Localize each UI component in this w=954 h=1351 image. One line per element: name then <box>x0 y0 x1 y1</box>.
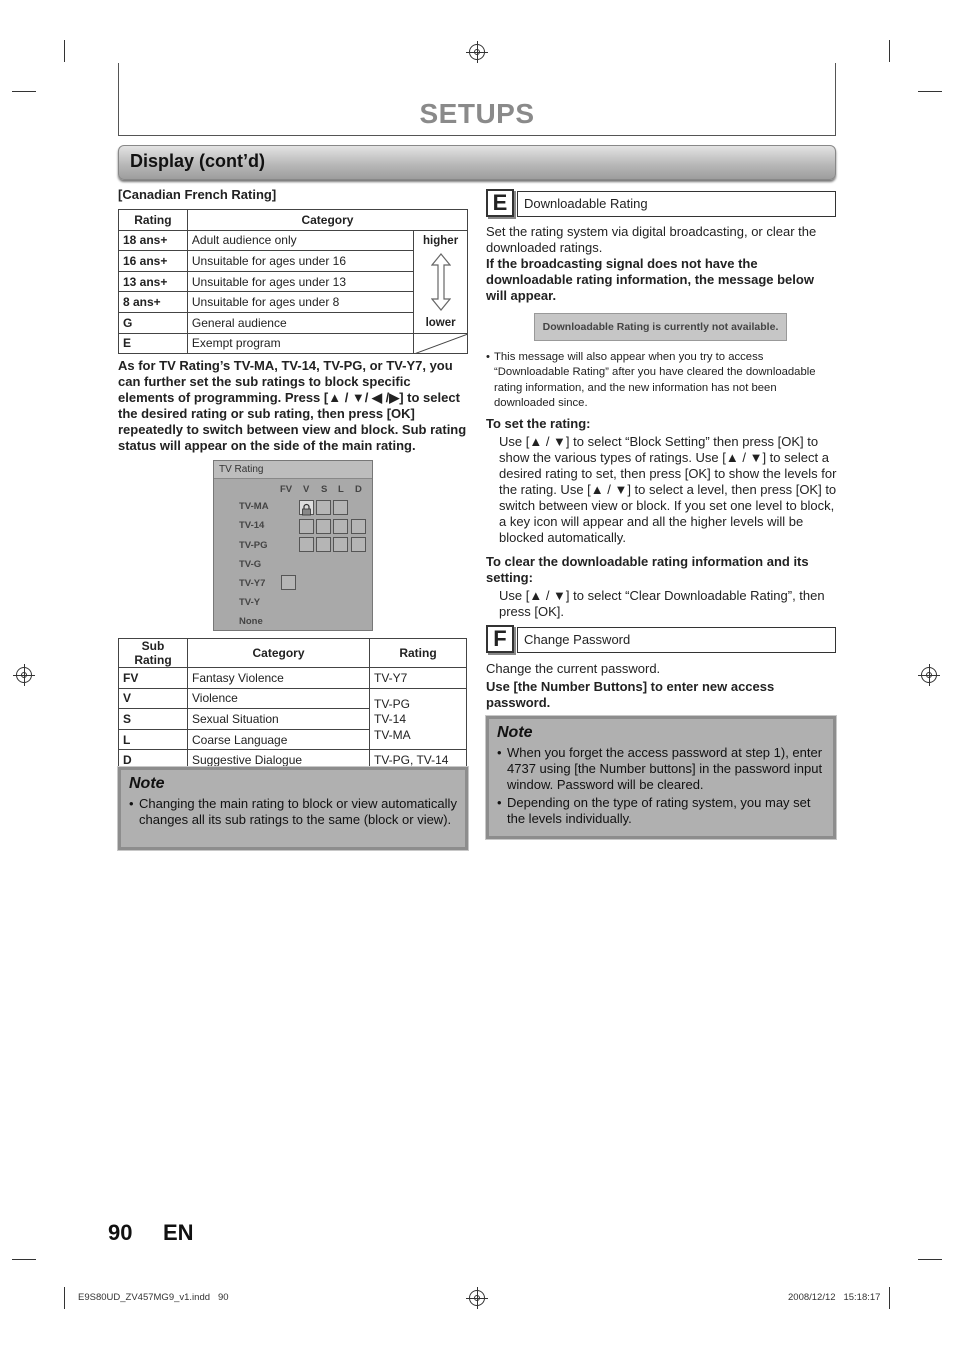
category-cell: Fantasy Violence <box>188 668 370 689</box>
note-title: Note <box>497 724 533 741</box>
section-letter-f: F <box>486 625 514 653</box>
registration-mark-icon <box>469 44 485 60</box>
sub-rating-cell[interactable] <box>351 519 366 534</box>
category-cell: General audience <box>187 312 413 333</box>
scale-cell <box>414 230 468 333</box>
sub-code-cell: V <box>119 688 188 709</box>
sub-rating-cell[interactable] <box>333 519 348 534</box>
rating-option[interactable]: TV-Y7 <box>239 578 266 589</box>
category-cell: Exempt program <box>187 333 413 354</box>
crop-mark <box>889 1287 890 1309</box>
rating-line: TV-PG <box>374 696 411 711</box>
rating-cell: E <box>119 333 188 354</box>
note-list <box>497 745 825 827</box>
rating-cell-merged <box>370 688 467 750</box>
higher-label: higher <box>423 234 459 247</box>
screen-title: TV Rating <box>214 461 372 479</box>
sub-rating-paragraph: As for TV Rating’s TV-MA, TV-14, TV-PG, or TV-Y7, you can further set the sub ratings to block specific elements of programming. Press [▲ / ▼/ ◀ /▶] to select the desired rating or sub rating, then press [OK] repeatedly to switch between view and block. Sub rating status will appear on the side of the main rating. <box>118 358 467 453</box>
double-arrow-icon <box>431 253 451 311</box>
set-rating-text <box>499 434 837 546</box>
language-code: EN <box>163 1220 194 1245</box>
sub-rating-cell[interactable] <box>299 500 314 515</box>
sub-code-cell: S <box>119 709 188 730</box>
rating-line: TV-MA <box>374 727 411 742</box>
note-box <box>118 767 468 850</box>
lower-label: lower <box>425 316 456 329</box>
rating-cell: 8 ans+ <box>119 292 188 313</box>
table-row <box>119 333 468 354</box>
clear-rating-heading: To clear the downloadable rating information and its setting: <box>486 554 809 585</box>
diagonal-cell <box>414 333 468 354</box>
set-rating-text-start: Use [ <box>499 434 530 449</box>
sub-rating-cell[interactable] <box>281 575 296 590</box>
registration-mark-icon <box>469 1290 485 1306</box>
page-number: 90 <box>108 1220 133 1245</box>
section-f-intro: Change the current password. <box>486 661 661 676</box>
sub-code-cell: D <box>119 750 188 771</box>
footer-file: E9S80UD_ZV457MG9_v1.indd 90 <box>78 1292 229 1303</box>
crop-mark <box>64 40 65 62</box>
rating-option[interactable]: TV-14 <box>239 520 265 531</box>
table-row <box>119 230 468 251</box>
crop-mark <box>64 1287 65 1309</box>
sub-rating-cell[interactable] <box>333 537 348 552</box>
sub-rating-cell[interactable] <box>299 537 314 552</box>
section-label-f: Change Password <box>517 627 836 653</box>
set-rating-heading: To set the rating: <box>486 416 591 431</box>
note-title: Note <box>129 775 165 792</box>
sub-code-cell: FV <box>119 668 188 689</box>
category-cell: Unsuitable for ages under 16 <box>187 251 413 272</box>
section-label-e: Downloadable Rating <box>517 191 836 217</box>
page-title: SETUPS <box>419 98 535 129</box>
diagonal-line <box>414 334 468 354</box>
table-row <box>119 688 467 709</box>
note-list <box>129 796 457 828</box>
col-header: Rating <box>370 639 467 668</box>
rating-cell: TV-Y7 <box>370 668 467 689</box>
rating-option[interactable]: None <box>239 616 263 627</box>
registration-mark-icon <box>921 667 937 683</box>
rating-option[interactable]: TV-Y <box>239 597 261 608</box>
category-cell: Unsuitable for ages under 13 <box>187 271 413 292</box>
col-label: V <box>303 484 310 495</box>
crop-mark <box>12 1259 36 1260</box>
tv-rating-screen <box>213 460 373 631</box>
category-cell: Coarse Language <box>188 729 370 750</box>
col-header: Rating <box>119 210 188 231</box>
category-cell: Unsuitable for ages under 8 <box>187 292 413 313</box>
col-label: L <box>338 484 344 495</box>
sub-rating-cell[interactable] <box>316 537 331 552</box>
rating-line: TV-14 <box>374 712 407 727</box>
section-e-bold-intro: If the broadcasting signal does not have the downloadable rating information, the message below will appear. <box>486 256 814 303</box>
col-label: FV <box>280 484 293 495</box>
col-header: Sub Rating <box>119 639 188 668</box>
sub-rating-cell[interactable] <box>299 519 314 534</box>
lock-icon <box>300 503 313 516</box>
sub-rating-cell[interactable] <box>351 537 366 552</box>
clear-rating-text: Use [▲ / ▼] to select “Clear Downloadable Rating”, then press [OK]. <box>499 588 825 619</box>
sub-rating-table <box>118 638 467 771</box>
footer-date: 2008/12/12 15:18:17 <box>788 1292 881 1303</box>
col-header: Category <box>188 639 370 668</box>
crop-mark <box>12 91 36 92</box>
category-cell: Adult audience only <box>187 230 413 251</box>
sub-rating-cell[interactable] <box>333 500 348 515</box>
note-item: • Changing the main rating to block or view automatically changes all its sub ratings to the same (block or view). <box>129 796 457 828</box>
rating-option[interactable]: TV-G <box>239 559 262 570</box>
sub-rating-cell[interactable] <box>316 500 331 515</box>
table-row <box>119 668 467 689</box>
category-cell: Suggestive Dialogue <box>188 750 370 771</box>
rating-option[interactable]: TV-MA <box>239 501 269 512</box>
unavailable-message: Downloadable Rating is currently not available. <box>534 313 787 341</box>
col-label: D <box>355 484 362 495</box>
crop-mark <box>918 91 942 92</box>
rating-cell: 13 ans+ <box>119 271 188 292</box>
rating-cell: 18 ans+ <box>119 230 188 251</box>
rating-cell: 16 ans+ <box>119 251 188 272</box>
sub-code-cell: L <box>119 729 188 750</box>
canadian-rating-table <box>118 209 468 354</box>
rating-cell: TV-PG, TV-14 <box>370 750 467 771</box>
rating-cell: G <box>119 312 188 333</box>
section-f-bold-intro: Use [the Number Buttons] to enter new access password. <box>486 679 775 710</box>
note-box <box>486 716 836 839</box>
sub-rating-cell[interactable] <box>316 519 331 534</box>
message-bullet: • This message will also appear when you try to access “Downloadable Rating” after you have cleared the downloadable rating information, and the new information has not been downloaded since. <box>486 350 838 411</box>
col-label: S <box>321 484 328 495</box>
set-rating-text-body: ▲ / ▼] to select “Block Setting” then press [OK] to show the various types of ratings. Use [▲ / ▼] to select a desired rating to set, then press [OK] to show the levels for the rating. Use [▲ / ▼] to select a level, then press [OK] to switch between view or block. If you set one level to block, a key icon will appear and all the higher levels will be blocked automatically. <box>499 434 837 545</box>
rating-option[interactable]: TV-PG <box>239 540 268 551</box>
registration-mark-icon <box>16 667 32 683</box>
crop-mark <box>889 40 890 62</box>
col-header: Category <box>187 210 467 231</box>
crop-mark <box>918 1259 942 1260</box>
table-heading: [Canadian French Rating] <box>118 187 277 202</box>
note-item: • When you forget the access password at step 1), enter 4737 using [the Number buttons] in the password input window. Password will be cleared. <box>497 745 825 793</box>
category-cell: Sexual Situation <box>188 709 370 730</box>
section-e-intro: Set the rating system via digital broadcasting, or clear the downloaded ratings. <box>486 224 817 255</box>
category-cell: Violence <box>188 688 370 709</box>
section-title: Display (cont’d) <box>130 151 266 171</box>
note-item: • Depending on the type of rating system, you may set the levels individually. <box>497 795 825 827</box>
section-letter-e: E <box>486 189 514 217</box>
